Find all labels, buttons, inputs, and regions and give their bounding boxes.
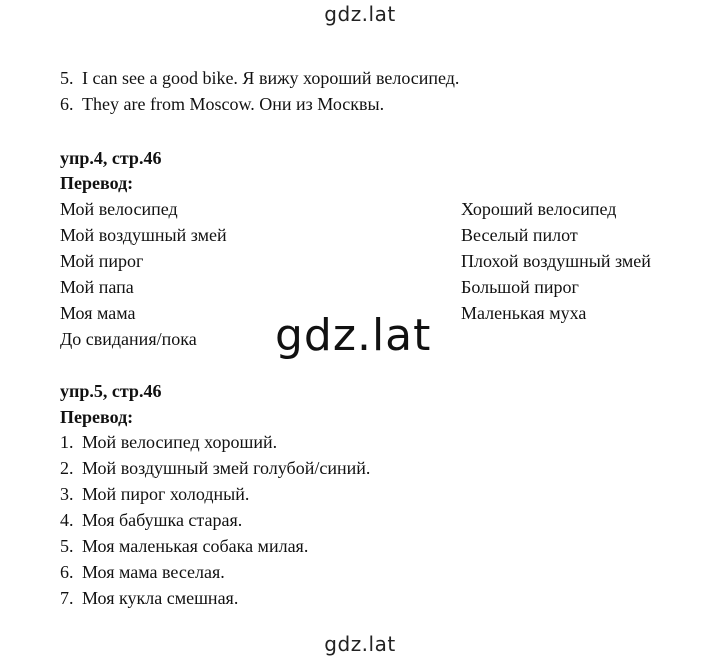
ex4-left-item: Мой папа xyxy=(60,277,134,297)
item-text: Мой велосипед хороший. xyxy=(82,432,278,452)
ex4-left-item: До свидания/пока xyxy=(60,329,197,349)
item-text: Моя кукла смешная. xyxy=(82,588,239,608)
watermark-top: gdz.lat xyxy=(324,2,396,26)
item-number: 5. xyxy=(60,68,74,88)
ex4-heading: упр.4, стр.46 xyxy=(60,148,162,168)
ex5-item xyxy=(60,484,249,504)
item-text: Моя мама веселая. xyxy=(82,562,225,582)
item-number: 5. xyxy=(60,536,74,556)
item-number: 2. xyxy=(60,458,74,478)
ex4-left-item: Мой пирог xyxy=(60,251,144,271)
intro-item xyxy=(60,68,459,88)
ex4-right-item: Маленькая муха xyxy=(461,303,587,323)
item-text: Моя бабушка старая. xyxy=(82,510,243,530)
item-number: 3. xyxy=(60,484,74,504)
ex4-right-item: Хороший велосипед xyxy=(461,199,617,219)
item-number: 1. xyxy=(60,432,74,452)
ex4-right-item: Большой пирог xyxy=(461,277,579,297)
intro-item xyxy=(60,94,384,114)
item-number: 6. xyxy=(60,94,74,114)
item-number: 7. xyxy=(60,588,74,608)
ex4-label: Перевод: xyxy=(60,173,134,193)
item-text: Моя маленькая собака милая. xyxy=(82,536,309,556)
watermark-center: gdz.lat xyxy=(275,310,432,361)
item-number: 6. xyxy=(60,562,74,582)
item-text: They are from Moscow. Они из Москвы. xyxy=(82,94,385,114)
ex5-item xyxy=(60,588,238,608)
ex5-item xyxy=(60,536,308,556)
item-number: 4. xyxy=(60,510,74,530)
ex4-right-item: Плохой воздушный змей xyxy=(461,251,651,271)
ex4-left-item: Мой велосипед xyxy=(60,199,178,219)
ex5-item xyxy=(60,458,370,478)
ex5-item xyxy=(60,510,242,530)
ex4-right-item: Веселый пилот xyxy=(461,225,578,245)
ex5-item xyxy=(60,432,277,452)
watermark-bottom: gdz.lat xyxy=(324,632,396,656)
ex4-left-item: Моя мама xyxy=(60,303,136,323)
ex5-item xyxy=(60,562,225,582)
ex4-left-item: Мой воздушный змей xyxy=(60,225,227,245)
ex5-label: Перевод: xyxy=(60,407,134,427)
item-text: I can see a good bike. Я вижу хороший велосипед. xyxy=(82,68,460,88)
item-text: Мой воздушный змей голубой/синий. xyxy=(82,458,371,478)
ex5-heading: упр.5, стр.46 xyxy=(60,381,162,401)
item-text: Мой пирог холодный. xyxy=(82,484,250,504)
